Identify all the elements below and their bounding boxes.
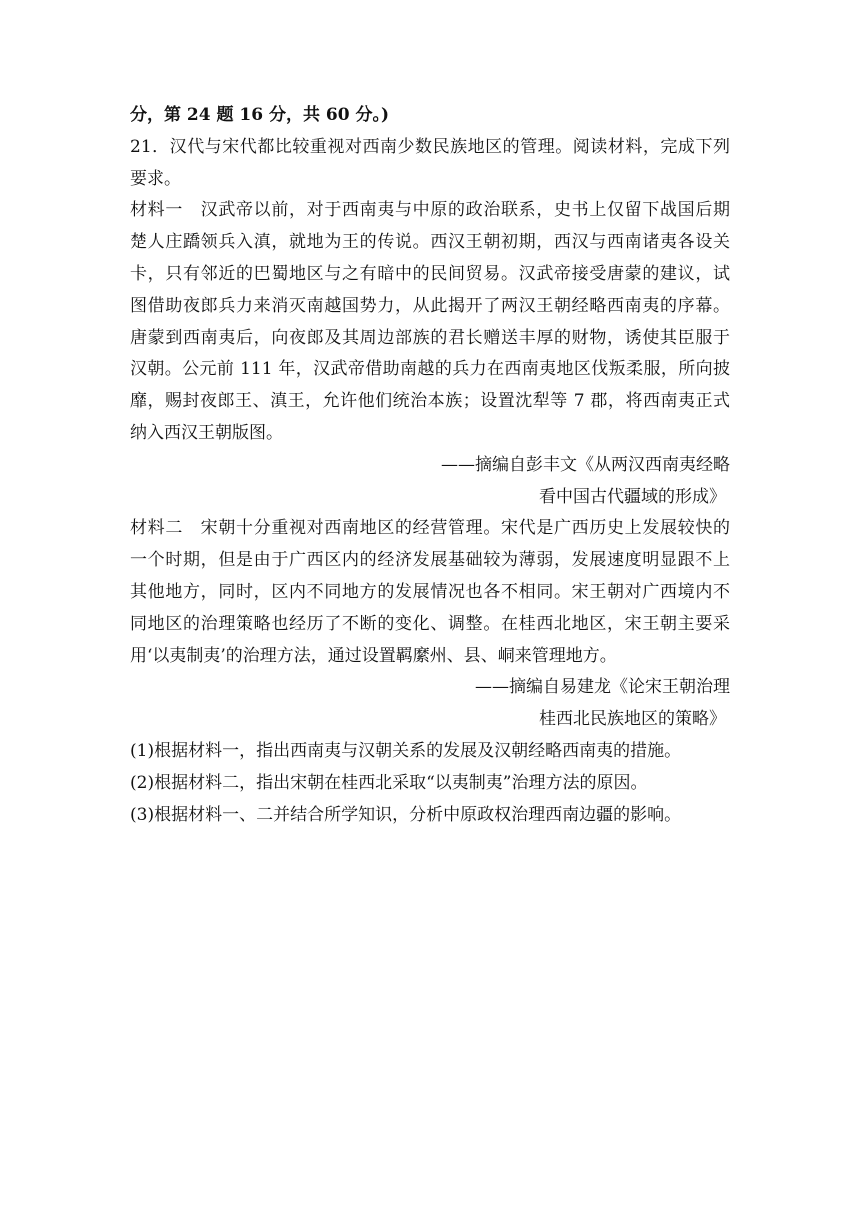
- exam-page: [130, 100, 730, 831]
- material-1-line: 卡，只有邻近的巴蜀地区与之有暗中的民间贸易。汉武帝接受唐蒙的建议，试: [130, 263, 730, 284]
- material-1-source: ——摘编自彭丰文《从两汉西南夷经略: [441, 454, 730, 475]
- material-1: [130, 195, 730, 513]
- material-1-source: 看中国古代疆域的形成》: [539, 486, 726, 507]
- material-2-line: 其他地方，同时，区内不同地方的发展情况也各不相同。宋王朝对广西境内不: [130, 581, 730, 602]
- material-2-line: 用‘以夷制夷’的治理方法，通过设置羁縻州、县、峒来管理地方。: [130, 645, 617, 666]
- material-1-line: 楚人庄蹻领兵入滇，就地为王的传说。西汉王朝初期，西汉与西南诸夷各设关: [130, 232, 730, 253]
- sub-question-2: (2)根据材料二，指出宋朝在桂西北采取“以夷制夷”治理方法的原因。: [130, 772, 648, 793]
- question-21-stem: [130, 132, 730, 196]
- material-2: [130, 513, 730, 736]
- material-1-line: 图借助夜郎兵力来消灭南越国势力，从此揭开了两汉王朝经略西南夷的序幕。: [130, 295, 730, 316]
- material-1-line: 唐蒙到西南夷后，向夜郎及其周边部族的君长赠送丰厚的财物，诱使其臣服于: [130, 327, 730, 348]
- section-header-line: 分，第 24 题 16 分，共 60 分。): [130, 105, 390, 125]
- material-2-line: 同地区的治理策略也经历了不断的变化、调整。在桂西北地区，宋王朝主要采: [130, 613, 730, 634]
- material-2-source: 桂西北民族地区的策略》: [539, 709, 726, 730]
- material-2-line: 材料二 宋朝十分重视对西南地区的经营管理。宋代是广西历史上发展较快的: [130, 518, 730, 539]
- stem-line: 要求。: [130, 168, 181, 189]
- material-2-source: ——摘编自易建龙《论宋王朝治理: [475, 677, 730, 698]
- sub-questions: [130, 736, 730, 831]
- material-1-line: 靡，赐封夜郎王、滇王，允许他们统治本族；设置沈犁等 7 郡，将西南夷正式: [130, 391, 730, 412]
- sub-question-1: (1)根据材料一，指出西南夷与汉朝关系的发展及汉朝经略西南夷的措施。: [130, 740, 682, 761]
- stem-line: 21．汉代与宋代都比较重视对西南少数民族地区的管理。阅读材料，完成下列: [130, 136, 730, 157]
- material-1-line: 纳入西汉王朝版图。: [130, 422, 283, 443]
- material-2-line: 一个时期，但是由于广西区内的经济发展基础较为薄弱，发展速度明显跟不上: [130, 550, 730, 571]
- material-1-line: 汉朝。公元前 111 年，汉武帝借助南越的兵力在西南夷地区伐叛柔服，所向披: [130, 359, 730, 380]
- sub-question-3: (3)根据材料一、二并结合所学知识，分析中原政权治理西南边疆的影响。: [130, 804, 682, 825]
- material-1-line: 材料一 汉武帝以前，对于西南夷与中原的政治联系，史书上仅留下战国后期: [130, 200, 730, 221]
